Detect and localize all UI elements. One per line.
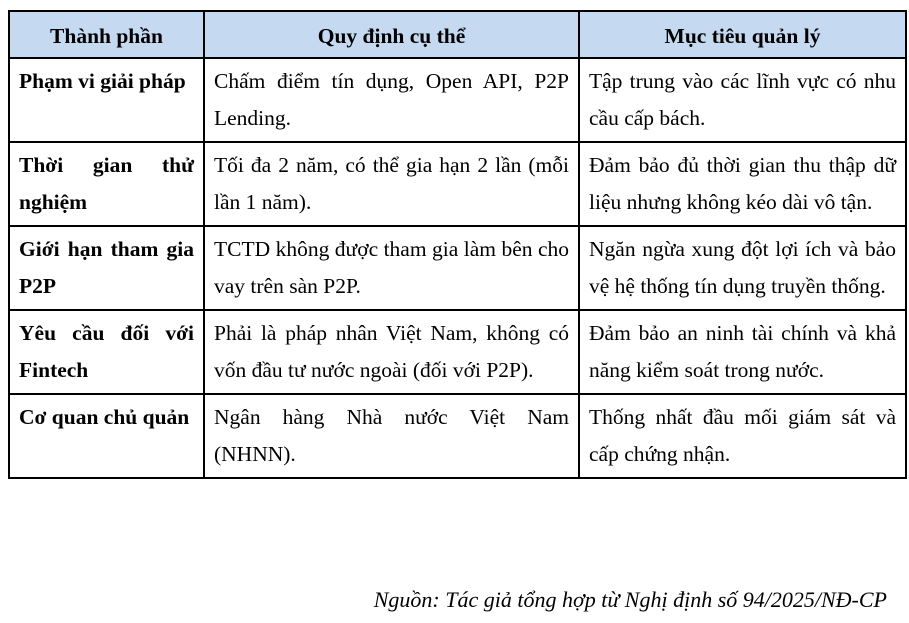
column-header-regulation: Quy định cụ thể: [204, 11, 579, 58]
row-component-cell: Phạm vi giải pháp: [9, 58, 204, 142]
row-objective-cell: Đảm bảo an ninh tài chính và khả năng kiểm soát trong nước.: [579, 310, 906, 394]
row-objective-cell: Ngăn ngừa xung đột lợi ích và bảo vệ hệ thống tín dụng truyền thống.: [579, 226, 906, 310]
column-header-objective: Mục tiêu quản lý: [579, 11, 906, 58]
row-regulation-cell: Ngân hàng Nhà nước Việt Nam (NHNN).: [204, 394, 579, 478]
table-row: [9, 58, 906, 142]
row-component-cell: Giới hạn tham gia P2P: [9, 226, 204, 310]
table-row: [9, 310, 906, 394]
regulation-table: [8, 10, 907, 479]
row-regulation-cell: Chấm điểm tín dụng, Open API, P2P Lending.: [204, 58, 579, 142]
table-row: [9, 394, 906, 478]
source-note: Nguồn: Tác giả tổng hợp từ Nghị định số 94/2025/NĐ-CP: [373, 587, 887, 612]
table-row: [9, 226, 906, 310]
table-row: [9, 142, 906, 226]
row-objective-cell: Đảm bảo đủ thời gian thu thập dữ liệu nhưng không kéo dài vô tận.: [579, 142, 906, 226]
row-objective-cell: Thống nhất đầu mối giám sát và cấp chứng nhận.: [579, 394, 906, 478]
row-regulation-cell: Tối đa 2 năm, có thể gia hạn 2 lần (mỗi lần 1 năm).: [204, 142, 579, 226]
row-component-cell: Thời gian thử nghiệm: [9, 142, 204, 226]
row-component-cell: Yêu cầu đối với Fintech: [9, 310, 204, 394]
row-component-cell: Cơ quan chủ quản: [9, 394, 204, 478]
row-regulation-cell: TCTD không được tham gia làm bên cho vay trên sàn P2P.: [204, 226, 579, 310]
column-header-component: Thành phần: [9, 11, 204, 58]
row-objective-cell: Tập trung vào các lĩnh vực có nhu cầu cấp bách.: [579, 58, 906, 142]
row-regulation-cell: Phải là pháp nhân Việt Nam, không có vốn đầu tư nước ngoài (đối với P2P).: [204, 310, 579, 394]
table-header-row: [9, 11, 906, 58]
